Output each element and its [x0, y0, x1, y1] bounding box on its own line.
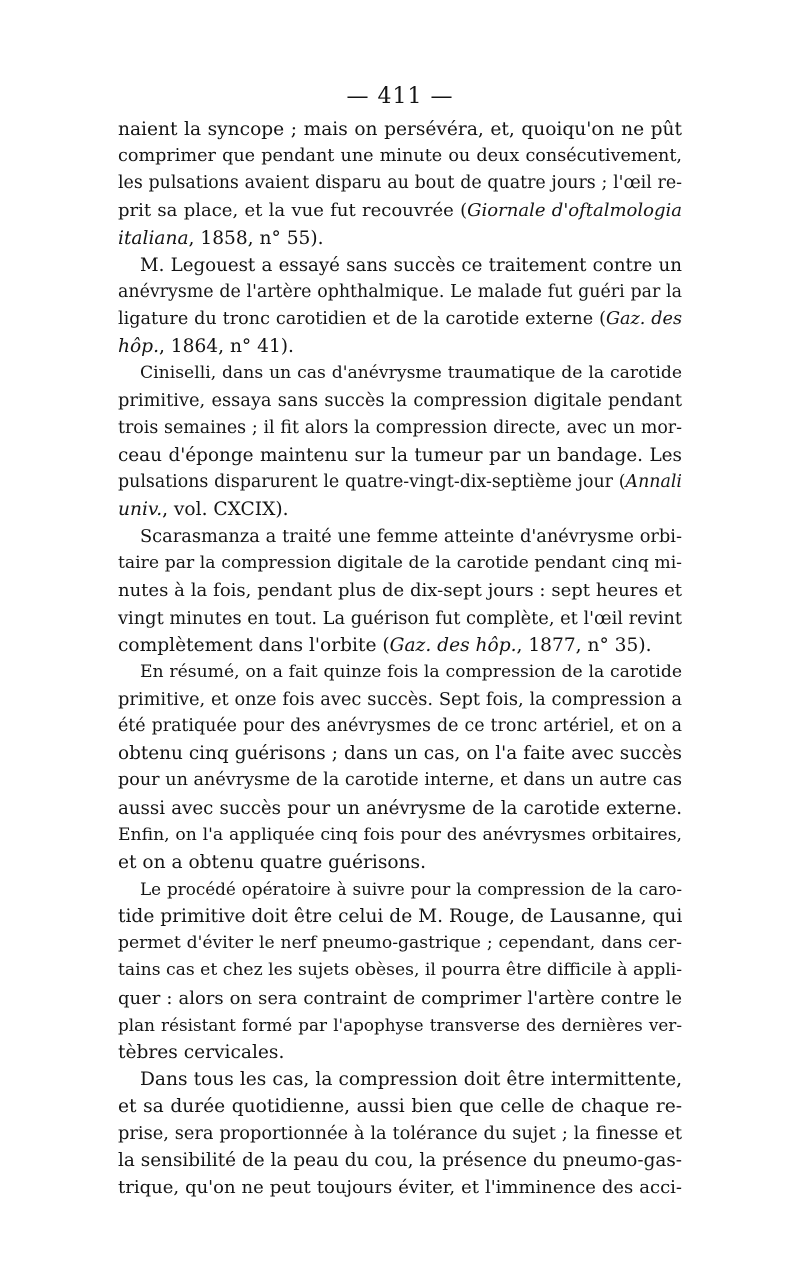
text-line: taire par la compression digitale de la carotide pendant cinq mi-	[118, 553, 682, 574]
text-line: trois semaines ; il fit alors la compression directe, avec un mor-	[118, 417, 682, 438]
text-line: la sensibilité de la peau du cou, la présence du pneumo-gas-	[118, 1150, 682, 1172]
text-line: Scarasmanza a traité une femme atteinte d'anévrysme orbi-	[140, 526, 682, 548]
text-line: tèbres cervicales.	[118, 1041, 285, 1063]
text-line: En résumé, on a fait quinze fois la compression de la carotide	[140, 661, 682, 682]
text-line: M. Legouest a essayé sans succès ce traitement contre un	[140, 254, 682, 276]
text-line: plan résistant formé par l'apophyse transverse des dernières ver-	[118, 1014, 682, 1035]
text-line: comprimer que pendant une minute ou deux consécutivement,	[118, 146, 682, 167]
text-line: italiana, 1858, n° 55).	[118, 227, 324, 249]
text-line: Enfin, on l'a appliquée cinq fois pour des anévrysmes orbitaires,	[118, 824, 682, 845]
italic-citation: italiana	[118, 227, 189, 249]
text-line: quer : alors on sera contraint de comprimer l'artère contre le	[118, 987, 682, 1009]
text-line: hôp., 1864, n° 41).	[118, 336, 294, 358]
text-line: et sa durée quotidienne, aussi bien que celle de chaque re-	[118, 1096, 682, 1118]
text-line: vingt minutes en tout. La guérison fut complète, et l'œil revint	[118, 607, 682, 629]
italic-citation: Gaz. des hôp.	[389, 634, 517, 656]
text-line: trique, qu'on ne peut toujours éviter, et l'imminence des acci-	[118, 1177, 682, 1199]
text-line: Le procédé opératoire à suivre pour la compression de la caro-	[140, 878, 682, 899]
text-line: primitive, essaya sans succès la compression digitale pendant	[118, 390, 682, 412]
text-line: et on a obtenu quatre guérisons.	[118, 851, 427, 873]
text-line: anévrysme de l'artère ophthalmique. Le malade fut guéri par la	[118, 281, 682, 302]
text-line: pour un anévrysme de la carotide interne, et dans un autre cas	[118, 770, 682, 791]
text-line: tains cas et chez les sujets obèses, il pourra être difficile à appli-	[118, 960, 683, 981]
italic-citation: hôp.	[118, 336, 159, 358]
text-line: nutes à la fois, pendant plus de dix-sept jours : sept heures et	[118, 580, 682, 602]
text-line: Ciniselli, dans un cas d'anévrysme traumatique de la carotide	[140, 363, 682, 384]
text-line: ligature du tronc carotidien et de la carotide externe (Gaz. des	[118, 308, 682, 329]
text-line: obtenu cinq guérisons ; dans un cas, on l'a faite avec succès	[118, 743, 682, 765]
text-line: naient la syncope ; mais on persévéra, et, quoiqu'on ne pût	[118, 119, 682, 140]
text-line: Dans tous les cas, la compression doit être intermittente,	[140, 1068, 682, 1090]
text-line: aussi avec succès pour un anévrysme de la carotide externe.	[118, 797, 682, 819]
text-line: pulsations disparurent le quatre-vingt-dix-septième jour (Annali	[118, 471, 682, 492]
text-line: primitive, et onze fois avec succès. Sept fois, la compression a	[118, 688, 682, 710]
text-line: complètement dans l'orbite (Gaz. des hôp., 1877, n° 35).	[118, 634, 652, 656]
text-line: univ., vol. CXCIX).	[118, 498, 289, 520]
text-line: les pulsations avaient disparu au bout de quatre jours ; l'œil re-	[118, 173, 682, 194]
text-line: prit sa place, et la vue fut recouvrée (Giornale d'oftalmologia	[118, 200, 682, 222]
italic-citation: Annali	[625, 471, 682, 492]
text-line: ceau d'éponge maintenu sur la tumeur par un bandage. Les	[118, 444, 682, 466]
text-line: prise, sera proportionnée à la tolérance du sujet ; la finesse et	[118, 1123, 682, 1145]
italic-citation: univ.	[118, 498, 163, 520]
body-text	[118, 116, 682, 1202]
text-line: été pratiquée pour des anévrysmes de ce tronc artériel, et on a	[118, 716, 682, 737]
text-line: tide primitive doit être celui de M. Rouge, de Lausanne, qui	[118, 906, 683, 928]
page-number: — 411 —	[346, 84, 454, 109]
italic-citation: Giornale d'oftalmologia	[467, 200, 682, 222]
text-line: permet d'éviter le nerf pneumo-gastrique ; cependant, dans cer-	[118, 933, 682, 954]
italic-citation: Gaz. des	[605, 308, 682, 329]
